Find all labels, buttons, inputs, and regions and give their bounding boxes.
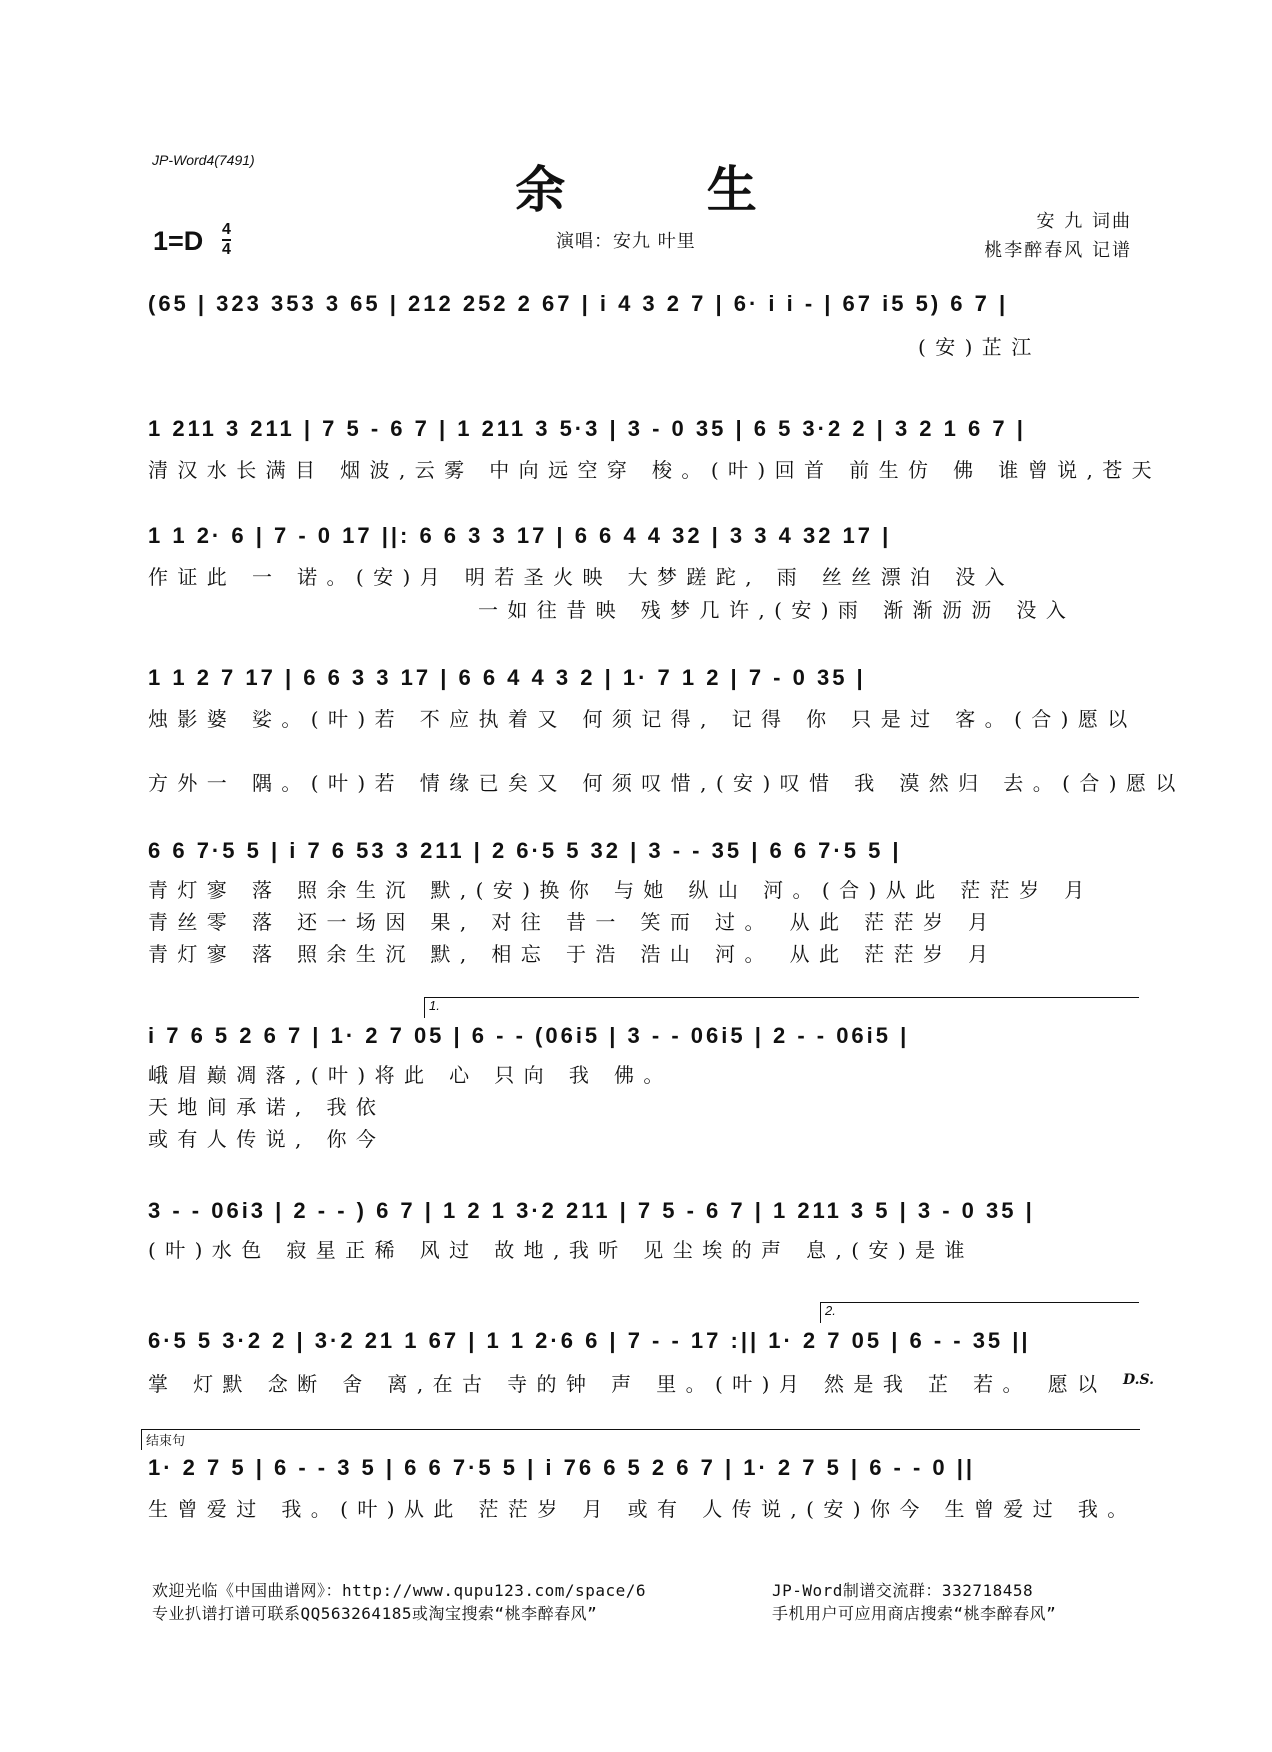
- notation-line: i 7 6 5 2 6 7 | 1· 2 7 05 | 6 - - (06i5 | 3 - - 06i5 | 2 - - 06i5 |: [148, 1023, 910, 1048]
- time-top: 4: [222, 221, 231, 238]
- notation-line: (65 | 323 353 3 65 | 212 252 2 67 | i 4 3 2 7 | 6· i i - | 67 i5 5) 6 7 |: [148, 291, 1009, 316]
- lyric-line: 生曾爱过 我。(叶)从此 茫茫岁 月 或有 人传说,(安)你今 生曾爱过 我。: [148, 1497, 1137, 1521]
- lyric-line: (叶)水色 寂星正稀 风过 故地,我听 见尘埃的声 息,(安)是谁: [148, 1238, 974, 1262]
- ds-marker: D.S.: [1123, 1372, 1155, 1388]
- lyric-line: 作证此 一 诺。(安)月 明若圣火映 大梦蹉跎, 雨 丝丝漂泊 没入: [148, 565, 1015, 589]
- time-bottom: 4: [222, 241, 231, 258]
- lyric-line: 清汉水长满目 烟波,云雾 中向远空穿 梭。(叶)回首 前生仿 佛 谁曾说,苍天: [148, 458, 1162, 482]
- footer-site: 欢迎光临《中国曲谱网》：http://www.qupu123.com/space/6: [152, 1581, 646, 1600]
- lyric-line: 青灯寥 落 照余生沉 默, 相忘 于浩 浩山 河。 从此 茫茫岁 月: [148, 942, 998, 966]
- volta-2: 2.: [820, 1302, 1139, 1323]
- notation-line: 6 6 7·5 5 | i 7 6 53 3 211 | 2 6·5 5 32 | 3 - - 35 | 6 6 7·5 5 |: [148, 838, 902, 863]
- lyric-line: (安)芷江: [918, 335, 1041, 359]
- notation-line: 1· 2 7 5 | 6 - - 3 5 | 6 6 7·5 5 | i 76 6 5 2 6 7 | 1· 2 7 5 | 6 - - 0 ||: [148, 1455, 976, 1480]
- composer-credit: 安 九 词曲: [1036, 211, 1132, 232]
- notation-line: 1 1 2 7 17 | 6 6 3 3 17 | 6 6 4 4 3 2 | 1· 7 1 2 | 7 - 0 35 |: [148, 665, 866, 690]
- lyric-line: 方外一 隅。(叶)若 情缘已矣又 何须叹惜,(安)叹惜 我 漠然归 去。(合)愿以: [148, 771, 1185, 795]
- ending-marker: 结束句: [141, 1429, 1140, 1450]
- time-signature: [222, 222, 231, 258]
- singer-credit: 演唱：安九 叶里: [556, 231, 696, 252]
- volta-1: 1.: [424, 997, 1139, 1018]
- lyric-line: 掌 灯默 念断 舍 离,在古 寺的钟 声 里。(叶)月 然是我 芷 若。 愿以: [148, 1372, 1107, 1396]
- lyric-line: 或有人传说, 你今: [148, 1127, 386, 1151]
- footer-group: JP-Word制谱交流群：332718458: [772, 1581, 1034, 1600]
- song-title: 余 生: [515, 160, 819, 219]
- footer-app: 手机用户可应用商店搜索“桃李醉春风”: [772, 1604, 1057, 1623]
- lyric-line: 青灯寥 落 照余生沉 默,(安)换你 与她 纵山 河。(合)从此 茫茫岁 月: [148, 878, 1094, 902]
- key-signature: 1=D: [153, 226, 204, 256]
- lyric-line: 青丝零 落 还一场因 果, 对往 昔一 笑而 过。 从此 茫茫岁 月: [148, 910, 998, 934]
- transcriber-credit: 桃李醉春风 记谱: [984, 240, 1132, 261]
- notation-line: 3 - - 06i3 | 2 - - ) 6 7 | 1 2 1 3·2 211 | 7 5 - 6 7 | 1 211 3 5 | 3 - 0 35 |: [148, 1198, 1035, 1223]
- notation-line: 1 211 3 211 | 7 5 - 6 7 | 1 211 3 5·3 | 3 - 0 35 | 6 5 3·2 2 | 3 2 1 6 7 |: [148, 416, 1026, 441]
- lyric-line: 天地间承诺, 我依: [148, 1095, 386, 1119]
- lyric-line: 一如往昔映 残梦几许,(安)雨 渐渐沥沥 没入: [478, 598, 1076, 622]
- lyric-line: 峨眉巅凋落,(叶)将此 心 只向 我 佛。: [148, 1063, 673, 1087]
- lyric-line: 烛影婆 娑。(叶)若 不应执着又 何须记得, 记得 你 只是过 客。(合)愿以: [148, 707, 1137, 731]
- notation-line: 1 1 2· 6 | 7 - 0 17 ||: 6 6 3 3 17 | 6 6 4 4 32 | 3 3 4 32 17 |: [148, 523, 892, 548]
- footer-contact: 专业扒谱打谱可联系QQ563264185或淘宝搜索“桃李醉春风”: [152, 1604, 598, 1623]
- notation-line: 6·5 5 3·2 2 | 3·2 21 1 67 | 1 1 2·6 6 | 7 - - 17 :|| 1· 2 7 05 | 6 - - 35 ||: [148, 1328, 1031, 1353]
- software-label: JP-Word4(7491): [152, 152, 255, 168]
